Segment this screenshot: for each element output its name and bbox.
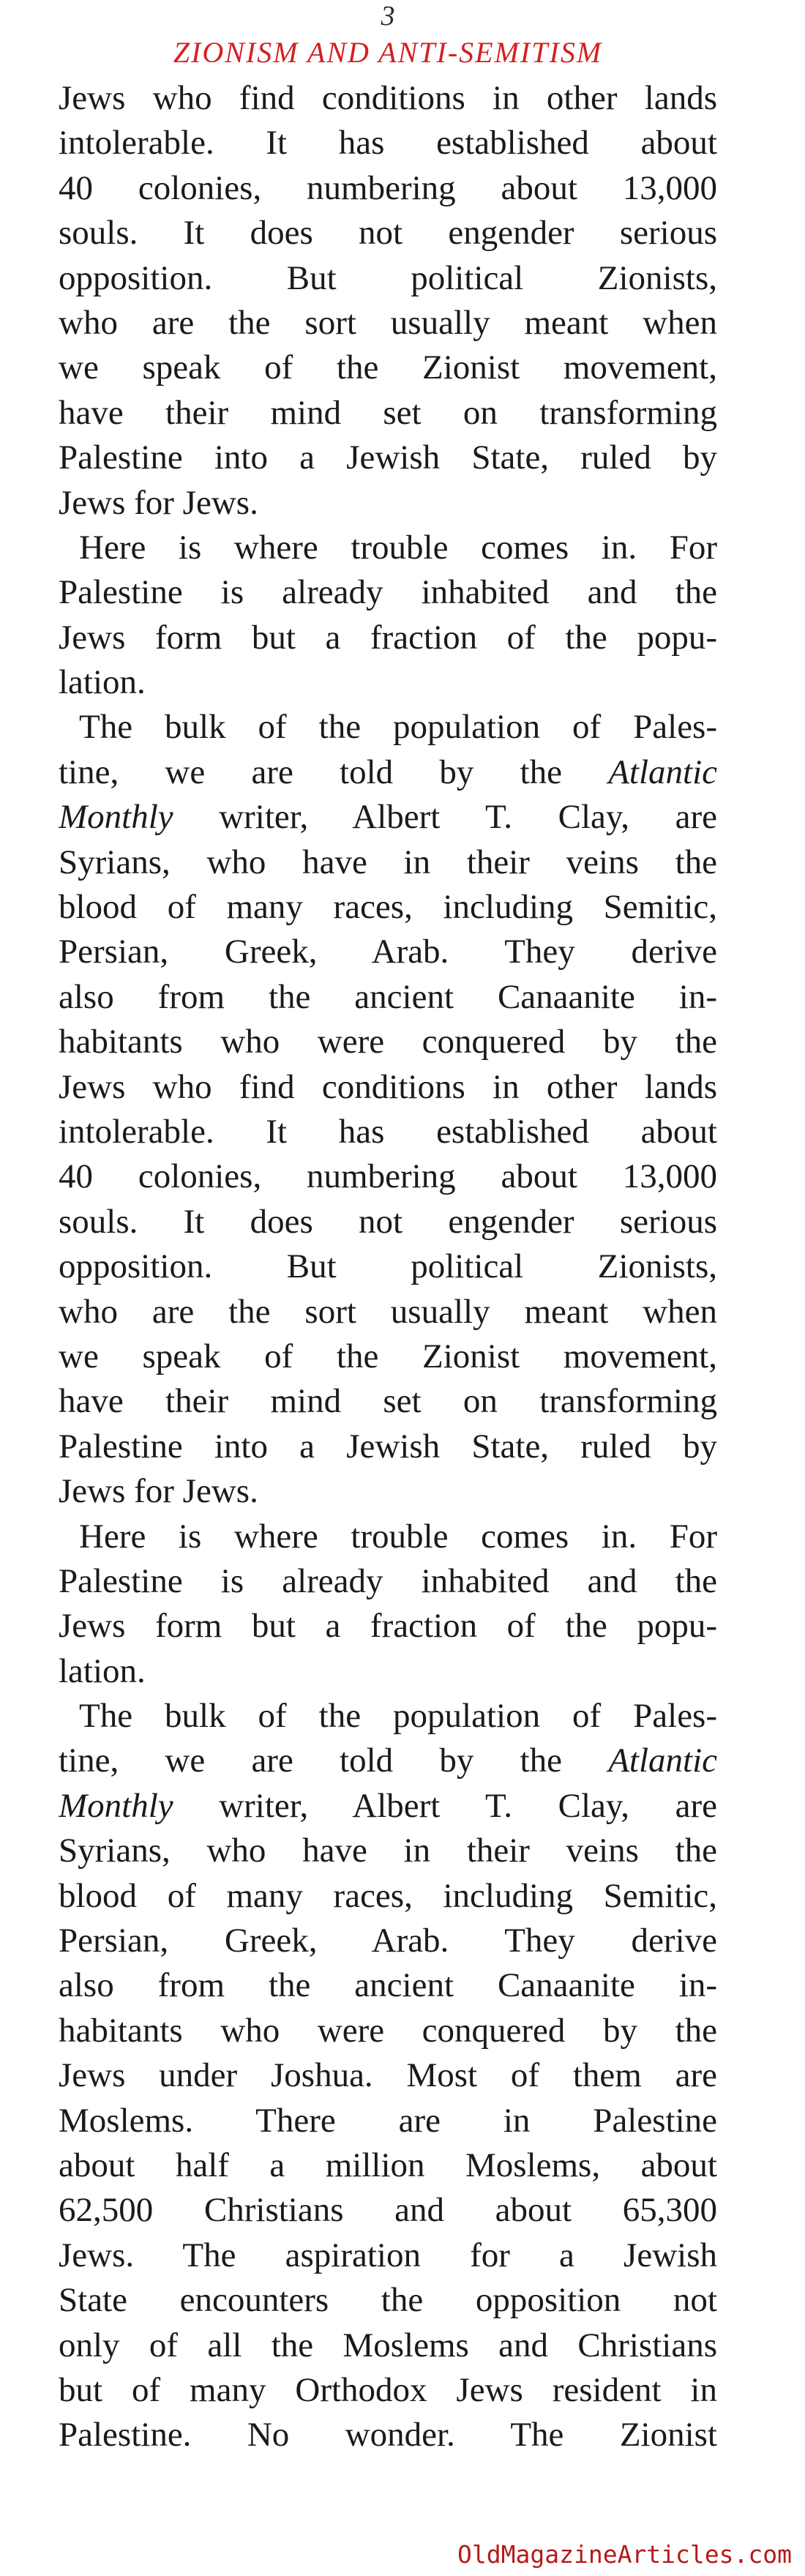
line-text: Jews for Jews.	[59, 1472, 258, 1511]
text-line	[59, 660, 717, 705]
running-title: ZIONISM AND ANTI-SEMITISM	[173, 36, 603, 69]
text-line	[59, 1874, 717, 1919]
line-text: Palestine is already inhabited and the	[59, 573, 717, 612]
line-text: but of many Orthodox Jews resident in	[59, 2370, 717, 2409]
line-text: Palestine into a Jewish State, ruled by	[59, 1427, 717, 1466]
line-text: souls. It does not engender serious	[59, 1202, 717, 1241]
text-line	[59, 1244, 717, 1289]
article-body	[59, 76, 717, 2458]
text-line	[59, 1425, 717, 1469]
text-line	[59, 436, 717, 480]
line-text: opposition. But political Zionists,	[59, 1247, 717, 1286]
line-text: we speak of the Zionist movement,	[59, 1337, 717, 1375]
line-text: habitants who were conquered by the	[59, 2011, 717, 2050]
line-text: Syrians, who have in their veins the	[59, 1832, 717, 1870]
line-text: Moslems. There are in Palestine	[59, 2101, 717, 2140]
italic-text: Atlantic	[608, 1741, 717, 1780]
text-line	[59, 1065, 717, 1110]
line-text: intolerable. It has established about	[59, 1112, 717, 1151]
line-text: lation.	[59, 1651, 146, 1690]
italic-text: Monthly	[59, 1786, 173, 1825]
text-line	[59, 526, 717, 570]
line-text: Here is where trouble comes in. For	[79, 1517, 717, 1556]
text-line	[59, 1559, 717, 1604]
text-line	[59, 1154, 717, 1199]
line-text: intolerable. It has established about	[59, 124, 717, 163]
line-text: Syrians, who have in their veins the	[59, 843, 717, 881]
text-line	[59, 1919, 717, 1963]
line-text: Persian, Greek, Arab. They derive	[59, 933, 717, 971]
text-line	[59, 2188, 717, 2233]
line-text: opposition. But political Zionists,	[59, 258, 717, 297]
line-text: writer, Albert T. Clay, are	[173, 1786, 717, 1825]
text-line	[59, 1110, 717, 1154]
line-text: tine, we are told by the	[59, 1741, 609, 1780]
line-text: 62,500 Christians and about 65,300	[59, 2191, 717, 2230]
text-line	[59, 2413, 717, 2457]
text-line	[59, 1963, 717, 2008]
line-text: writer, Albert T. Clay, are	[173, 798, 717, 837]
text-line	[59, 1694, 717, 1739]
text-line	[59, 2143, 717, 2188]
text-line	[59, 1649, 717, 1694]
line-text: lation.	[59, 663, 146, 702]
line-text: Jews under Joshua. Most of them are	[59, 2056, 717, 2095]
text-line	[59, 481, 717, 526]
line-text: who are the sort usually meant when	[59, 1292, 717, 1331]
text-line	[59, 1200, 717, 1244]
line-text: who are the sort usually meant when	[59, 303, 717, 342]
line-text: have their mind set on transforming	[59, 393, 717, 432]
text-line	[59, 391, 717, 436]
text-line	[59, 1604, 717, 1649]
text-line	[59, 301, 717, 346]
line-text: have their mind set on transforming	[59, 1382, 717, 1421]
text-line	[59, 1469, 717, 1514]
text-line	[59, 930, 717, 974]
text-line	[59, 1515, 717, 1559]
text-line	[59, 2099, 717, 2143]
line-text: Persian, Greek, Arab. They derive	[59, 1922, 717, 1960]
line-text: blood of many races, including Semitic,	[59, 1876, 717, 1915]
text-line	[59, 2368, 717, 2413]
line-text: Here is where trouble comes in. For	[79, 528, 717, 567]
line-text: souls. It does not engender serious	[59, 214, 717, 253]
line-text: 40 colonies, numbering about 13,000	[59, 1157, 717, 1196]
line-text: Jews for Jews.	[59, 483, 258, 522]
line-text: also from the ancient Canaanite in-	[59, 1966, 717, 2005]
text-line	[59, 211, 717, 255]
text-line	[59, 2009, 717, 2053]
line-text: Jews who find conditions in other lands	[59, 1067, 717, 1106]
text-line	[59, 616, 717, 660]
line-text: also from the ancient Canaanite in-	[59, 977, 717, 1016]
text-line	[59, 795, 717, 840]
text-line	[59, 2053, 717, 2098]
line-text: The bulk of the population of Pales-	[79, 1697, 717, 1736]
text-line	[59, 705, 717, 750]
text-line	[59, 1334, 717, 1379]
line-text: only of all the Moslems and Christians	[59, 2326, 717, 2364]
line-text: The bulk of the population of Pales-	[79, 708, 717, 747]
line-text: tine, we are told by the	[59, 753, 609, 791]
italic-text: Monthly	[59, 798, 173, 837]
text-line	[59, 975, 717, 1020]
line-text: Jews. The aspiration for a Jewish	[59, 2236, 717, 2274]
page-number: 3	[381, 1, 395, 31]
line-text: Palestine into a Jewish State, ruled by	[59, 438, 717, 477]
text-line	[59, 750, 717, 795]
text-line	[59, 2233, 717, 2278]
text-line	[59, 1784, 717, 1829]
text-line	[59, 1379, 717, 1424]
text-line	[59, 1739, 717, 1783]
text-line	[59, 1020, 717, 1064]
line-text: 40 colonies, numbering about 13,000	[59, 168, 717, 207]
article-page	[59, 0, 717, 2576]
text-line	[59, 840, 717, 885]
line-text: State encounters the opposition not	[59, 2281, 717, 2320]
text-line	[59, 256, 717, 301]
line-text: Jews form but a fraction of the popu-	[59, 1607, 717, 1646]
line-text: blood of many races, including Semitic,	[59, 888, 717, 927]
text-line	[59, 2323, 717, 2368]
text-line	[59, 1829, 717, 1873]
text-line	[59, 76, 717, 121]
text-line	[59, 166, 717, 211]
italic-text: Atlantic	[608, 753, 717, 791]
line-text: Palestine. No wonder. The Zionist	[59, 2416, 717, 2454]
line-text: Palestine is already inhabited and the	[59, 1561, 717, 1600]
watermark: OldMagazineArticles.com	[457, 2540, 792, 2569]
line-text: Jews who find conditions in other lands	[59, 79, 717, 117]
text-line	[59, 570, 717, 615]
text-line	[59, 346, 717, 390]
line-text: Jews form but a fraction of the popu-	[59, 618, 717, 657]
line-text: we speak of the Zionist movement,	[59, 348, 717, 387]
text-line	[59, 885, 717, 930]
text-line	[59, 121, 717, 165]
text-line	[59, 2278, 717, 2323]
text-line	[59, 1290, 717, 1334]
line-text: about half a million Moslems, about	[59, 2146, 717, 2184]
line-text: habitants who were conquered by the	[59, 1023, 717, 1061]
